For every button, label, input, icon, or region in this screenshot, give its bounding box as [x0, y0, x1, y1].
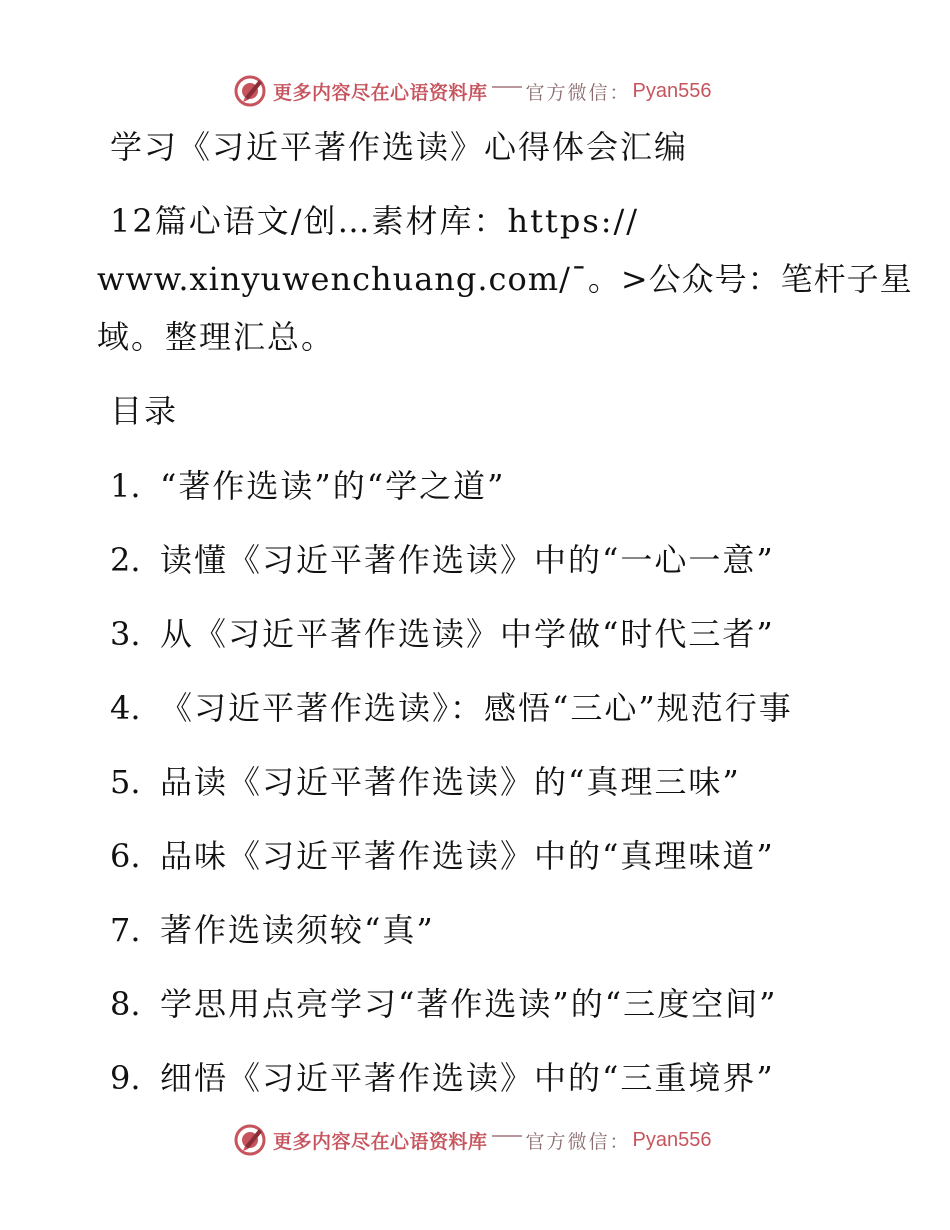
toc-item-text: 学思用点亮学习“著作选读”的“三度空间” — [160, 985, 778, 1023]
toc-item-text: 品读《习近平著作选读》的“真理三味” — [160, 763, 741, 801]
toc-item-number: 5. — [110, 763, 141, 801]
banner-official-label: 官方微信： — [525, 1130, 631, 1153]
brand-logo-icon — [233, 1123, 267, 1157]
intro-line-2: www.xinyuwenchuang.com/¯。>公众号：笔杆子星 — [97, 260, 913, 298]
intro-line-3: 域。整理汇总。 — [97, 318, 336, 356]
brand-logo-icon — [233, 74, 267, 108]
intro-line-1: 12篇心语文/创…素材库：https:// — [110, 202, 640, 240]
toc-item — [110, 836, 775, 876]
toc-item-number: 4. — [110, 689, 141, 727]
document-title: 学习《习近平著作选读》心得体会汇编 — [110, 128, 689, 166]
banner-slogan: 更多内容尽在心语资料库 — [273, 81, 488, 104]
toc-item-text: 品味《习近平著作选读》中的“真理味道” — [160, 837, 775, 875]
toc-item-text: 从《习近平著作选读》中学做“时代三者” — [160, 615, 775, 653]
toc-item — [110, 614, 775, 654]
toc-item — [110, 762, 741, 802]
toc-item-number: 8. — [110, 985, 141, 1023]
toc-item — [110, 688, 793, 728]
toc-item-number: 2. — [110, 541, 141, 579]
toc-item-number: 9. — [110, 1059, 141, 1097]
toc-item-number: 1. — [110, 467, 141, 505]
toc-item-text: 读懂《习近平著作选读》中的“一心一意” — [160, 541, 775, 579]
toc-item — [110, 984, 777, 1024]
toc-item-number: 3. — [110, 615, 141, 653]
toc-item-text: 细悟《习近平著作选读》中的“三重境界” — [160, 1059, 775, 1097]
toc-item-number: 6. — [110, 837, 141, 875]
header-banner — [0, 71, 950, 111]
toc-item-number: 7. — [110, 911, 141, 949]
toc-item — [110, 1058, 775, 1098]
footer-banner — [0, 1120, 950, 1160]
banner-wechat-id: Pyan556 — [632, 79, 712, 102]
banner-dash — [492, 1135, 522, 1137]
banner-slogan: 更多内容尽在心语资料库 — [273, 1130, 488, 1153]
toc-item — [110, 910, 435, 950]
toc-item-text: 《习近平著作选读》：感悟“三心”规范行事 — [160, 689, 793, 727]
toc-item-text: 著作选读须较“真” — [160, 911, 435, 949]
banner-official-label: 官方微信： — [525, 81, 631, 104]
toc-item-text: “著作选读”的“学之道” — [160, 467, 506, 505]
toc-item — [110, 466, 505, 506]
banner-dash — [492, 86, 522, 88]
banner-wechat-id: Pyan556 — [632, 1128, 712, 1151]
toc-heading: 目录 — [110, 392, 179, 430]
toc-item — [110, 540, 775, 580]
